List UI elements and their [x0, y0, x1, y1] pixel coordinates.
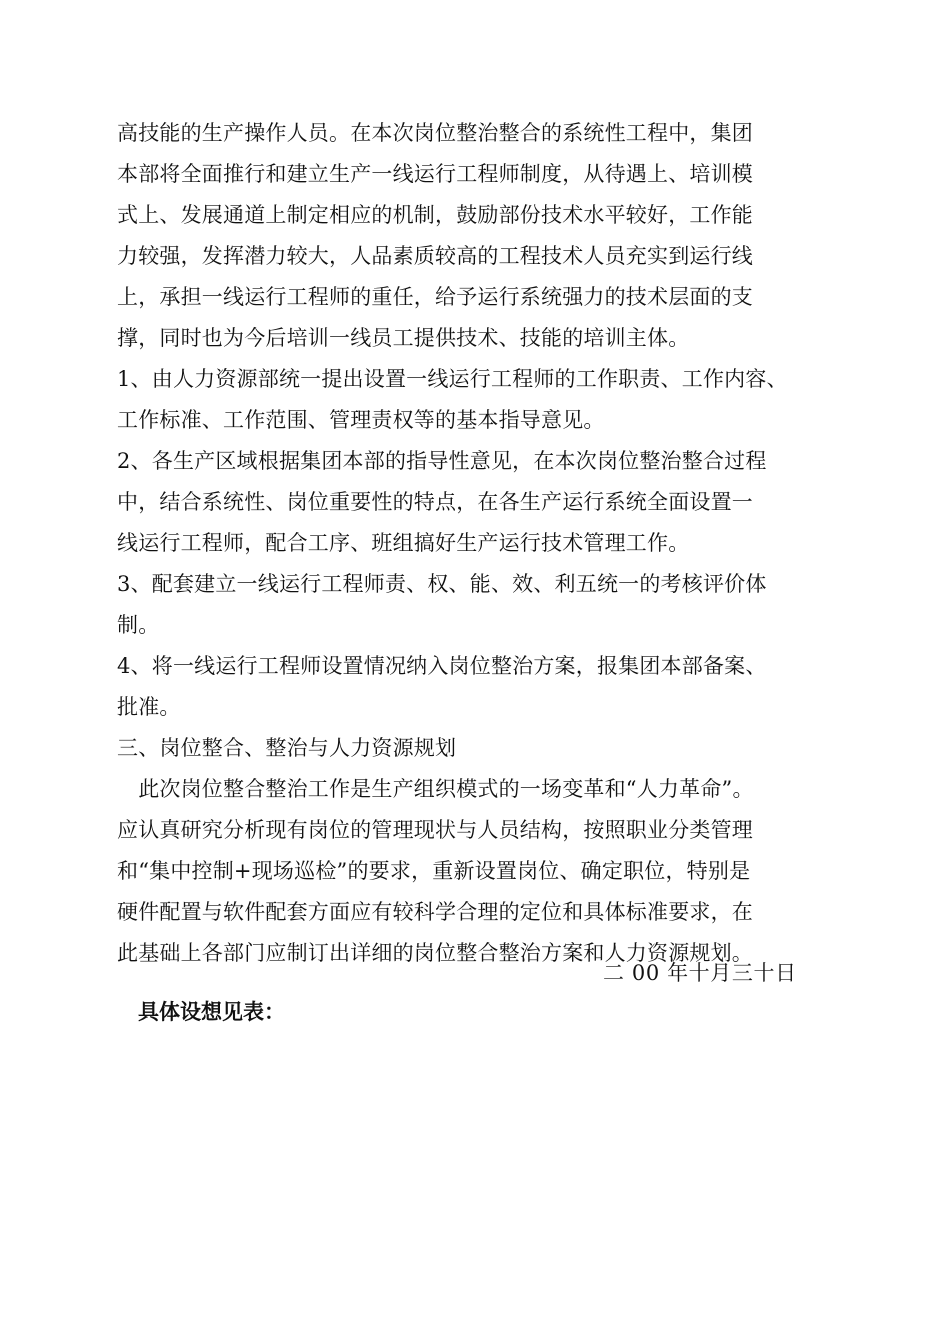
- list-item-line: 2、各生产区域根据集团本部的指导性意见，在本次岗位整治整合过程: [117, 449, 767, 473]
- paragraph-line: 应认真研究分析现有岗位的管理现状与人员结构，按照职业分类管理: [117, 818, 753, 842]
- paragraph-line: 此次岗位整合整治工作是生产组织模式的一场变革和“人力革命”。: [117, 777, 754, 801]
- paragraph-line: 力较强，发挥潜力较大，人品素质较高的工程技术人员充实到运行线: [117, 244, 753, 268]
- document-date: 二 00 年十月三十日: [603, 961, 797, 985]
- list-item-line: 制。: [117, 613, 160, 637]
- list-item-line: 批准。: [117, 695, 181, 719]
- list-item-line: 1、由人力资源部统一提出设置一线运行工程师的工作职责、工作内容、: [117, 367, 788, 391]
- list-item-line: 3、配套建立一线运行工程师责、权、能、效、利五统一的考核评价体: [117, 572, 767, 596]
- paragraph-line: 式上、发展通道上制定相应的机制，鼓励部份技术水平较好，工作能: [117, 203, 753, 227]
- list-item-line: 中，结合系统性、岗位重要性的特点，在各生产运行系统全面设置一: [117, 490, 753, 514]
- paragraph-line: 本部将全面推行和建立生产一线运行工程师制度，从待遇上、培训模: [117, 162, 753, 186]
- table-note-heading: 具体设想见表：: [138, 1000, 285, 1024]
- list-item-line: 4、将一线运行工程师设置情况纳入岗位整治方案，报集团本部备案、: [117, 654, 767, 678]
- paragraph-line: 高技能的生产操作人员。在本次岗位整治整合的系统性工程中，集团: [117, 121, 753, 145]
- paragraph-line: 此基础上各部门应制订出详细的岗位整合整治方案和人力资源规划。: [117, 941, 753, 965]
- list-item-line: 工作标准、工作范围、管理责权等的基本指导意见。: [117, 408, 605, 432]
- list-item-line: 线运行工程师，配合工序、班组搞好生产运行技术管理工作。: [117, 531, 690, 555]
- paragraph-line: 上，承担一线运行工程师的重任，给予运行系统强力的技术层面的支: [117, 285, 753, 309]
- paragraph-line: 和“集中控制+现场巡检”的要求，重新设置岗位、确定职位，特别是: [117, 859, 751, 883]
- paragraph-line: 撑，同时也为今后培训一线员工提供技术、技能的培训主体。: [117, 326, 690, 350]
- section-heading: 三、岗位整合、整治与人力资源规划: [117, 736, 457, 760]
- paragraph-line: 硬件配置与软件配套方面应有较科学合理的定位和具体标准要求，在: [117, 900, 753, 924]
